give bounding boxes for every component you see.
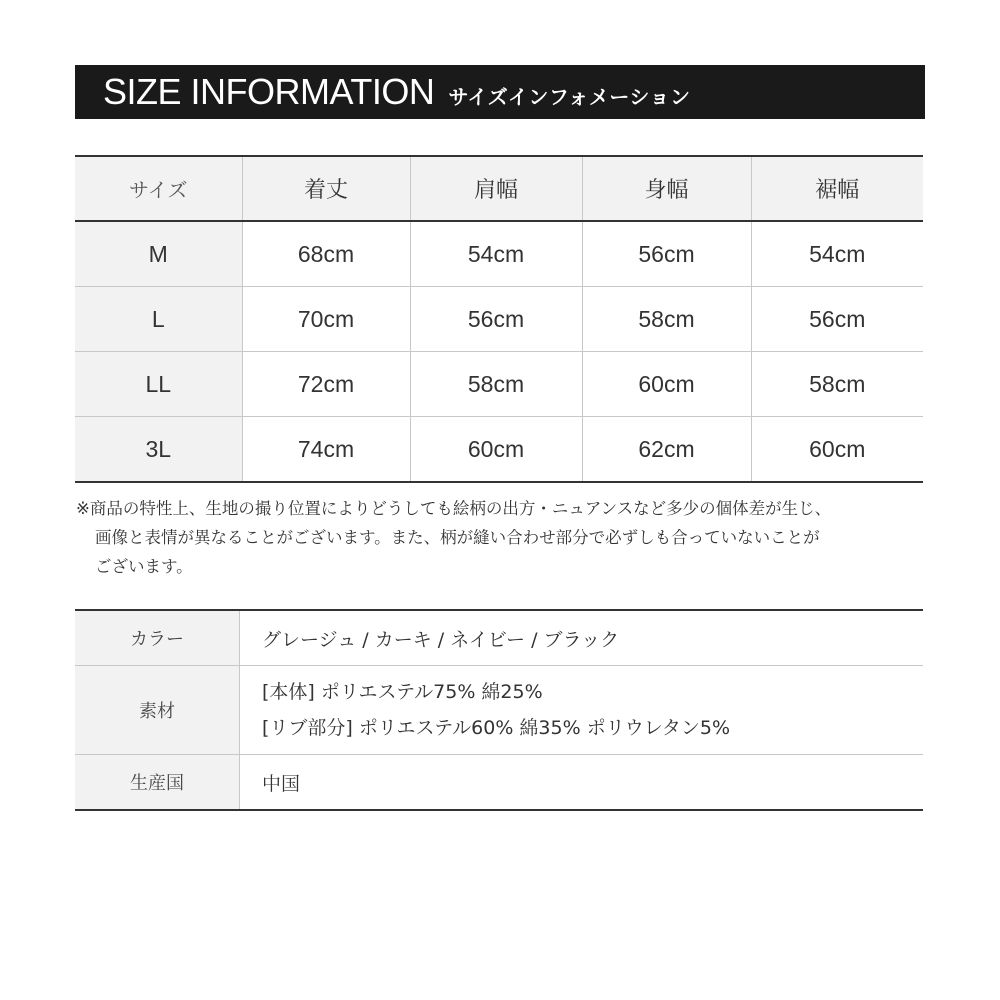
- body-width-value: 62cm: [582, 417, 751, 483]
- header-hem-width: 裾幅: [751, 156, 923, 221]
- material-rib: [リブ部分] ポリエステル60% 綿35% ポリウレタン5%: [262, 717, 731, 739]
- material-value: [240, 666, 924, 755]
- size-label: L: [75, 287, 242, 352]
- size-label: M: [75, 221, 242, 287]
- hem-width-value: 54cm: [751, 221, 923, 287]
- size-label: LL: [75, 352, 242, 417]
- size-label: 3L: [75, 417, 242, 483]
- body-width-value: 60cm: [582, 352, 751, 417]
- note-line-3: ございます。: [95, 557, 193, 576]
- spec-row-material: [75, 666, 923, 755]
- origin-label: 生産国: [75, 755, 240, 811]
- spec-table: [75, 609, 923, 811]
- size-information-banner: [75, 65, 925, 119]
- shoulder-value: 54cm: [410, 221, 582, 287]
- length-value: 68cm: [242, 221, 410, 287]
- shoulder-value: 56cm: [410, 287, 582, 352]
- shoulder-value: 60cm: [410, 417, 582, 483]
- spec-row-color: [75, 610, 923, 666]
- table-row: [75, 352, 923, 417]
- color-value: グレージュ / カーキ / ネイビー / ブラック: [240, 610, 924, 666]
- product-note: [76, 494, 936, 581]
- table-row: [75, 221, 923, 287]
- header-size: サイズ: [75, 156, 242, 221]
- size-table: [75, 155, 923, 483]
- header-shoulder: 肩幅: [410, 156, 582, 221]
- length-value: 72cm: [242, 352, 410, 417]
- hem-width-value: 58cm: [751, 352, 923, 417]
- header-body-width: 身幅: [582, 156, 751, 221]
- shoulder-value: 58cm: [410, 352, 582, 417]
- origin-value: 中国: [240, 755, 924, 811]
- hem-width-value: 60cm: [751, 417, 923, 483]
- note-line-2: 画像と表情が異なることがございます。また、柄が縫い合わせ部分で必ずしも合っていないことが: [95, 528, 820, 547]
- spec-row-origin: [75, 755, 923, 811]
- banner-title-jp: サイズインフォメーション: [448, 85, 691, 109]
- length-value: 74cm: [242, 417, 410, 483]
- color-label: カラー: [75, 610, 240, 666]
- body-width-value: 56cm: [582, 221, 751, 287]
- note-line-1: ※商品の特性上、生地の撮り位置によりどうしても絵柄の出方・ニュアンスなど多少の個体差が生じ、: [76, 499, 832, 518]
- length-value: 70cm: [242, 287, 410, 352]
- table-row: [75, 417, 923, 483]
- table-row: [75, 287, 923, 352]
- material-body: [本体] ポリエステル75% 綿25%: [262, 681, 543, 703]
- material-label: 素材: [75, 666, 240, 755]
- banner-title-en: SIZE INFORMATION: [103, 71, 435, 112]
- hem-width-value: 56cm: [751, 287, 923, 352]
- size-table-header-row: [75, 156, 923, 221]
- header-length: 着丈: [242, 156, 410, 221]
- body-width-value: 58cm: [582, 287, 751, 352]
